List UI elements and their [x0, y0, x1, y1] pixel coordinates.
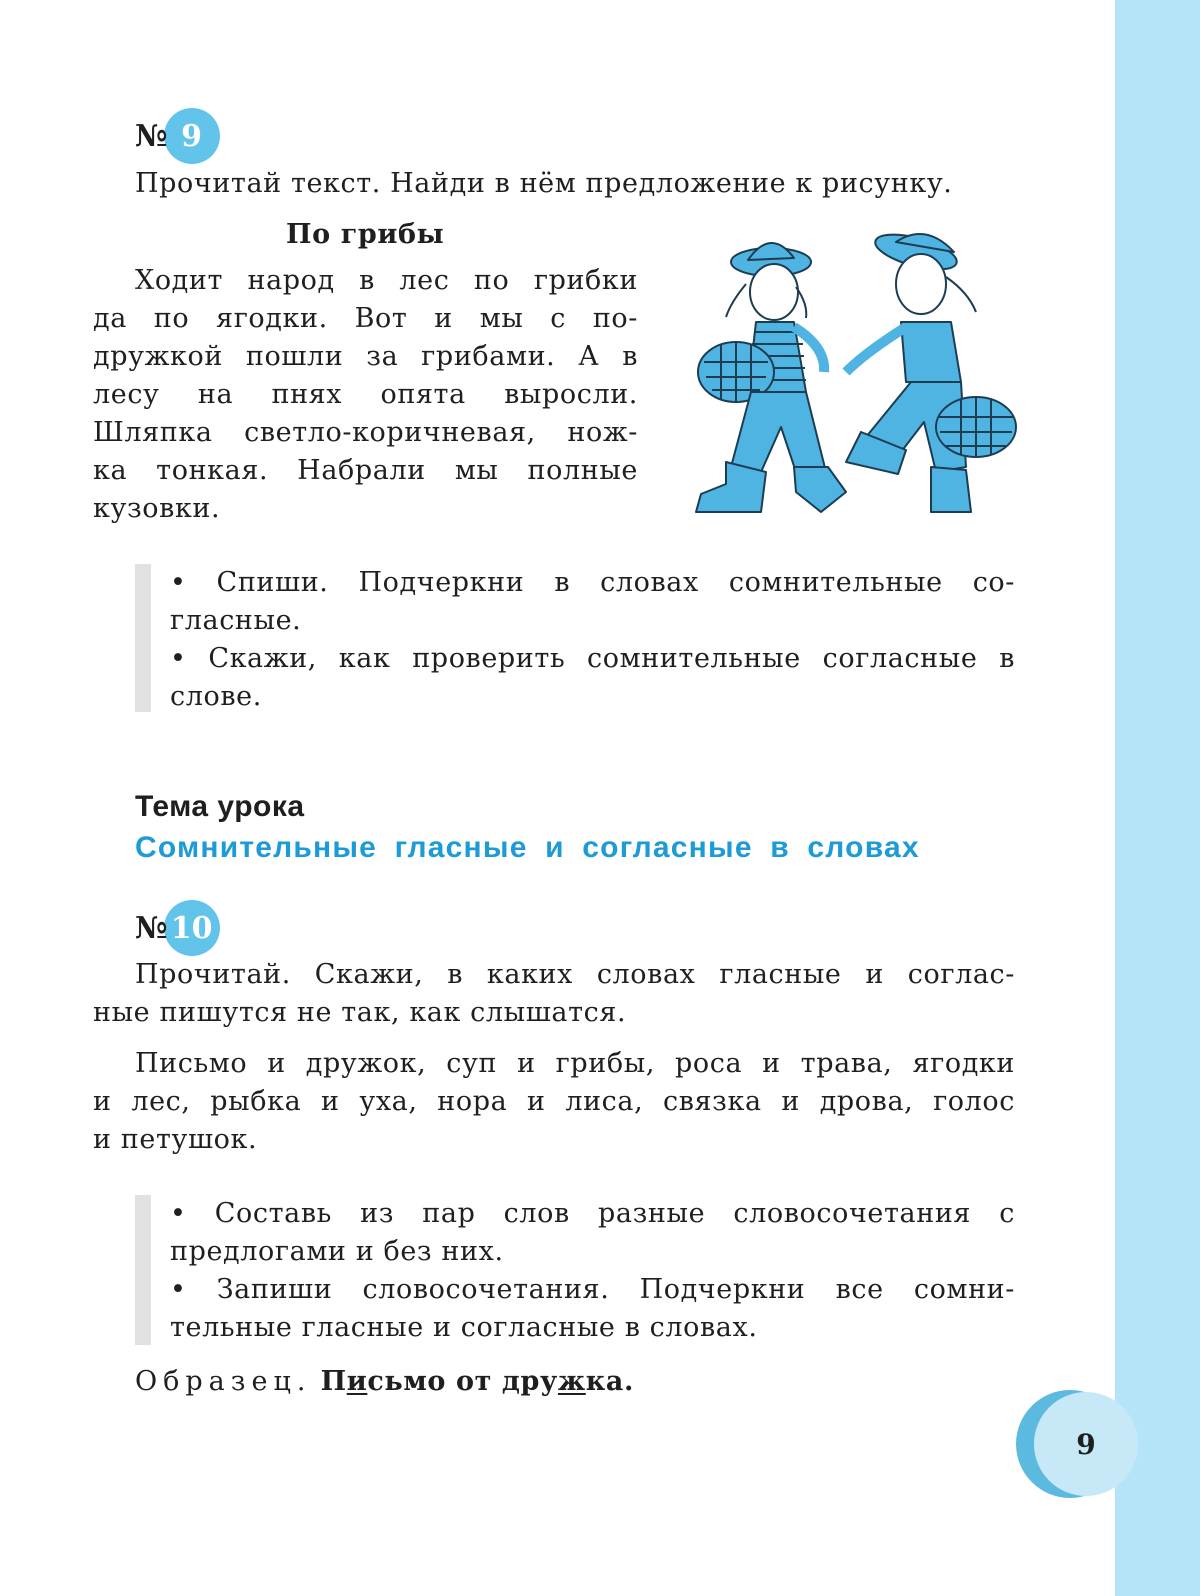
instruction-line: ные пишутся не так, как слышатся. — [93, 997, 627, 1028]
question-line: • Спиши. Подчеркни в словах сомнительные со- — [170, 567, 1015, 598]
example-phrase — [321, 1366, 634, 1397]
number-sign: № — [135, 118, 168, 154]
word-pairs-line: и лес, рыбка и уха, нора и лиса, связка и дрова, голос — [93, 1086, 1015, 1117]
task-bar — [135, 564, 151, 712]
word-pairs-text — [93, 1045, 1015, 1159]
task-10-number — [135, 900, 220, 956]
question-line: гласные. — [170, 605, 302, 636]
question-line: слове. — [170, 681, 262, 712]
task-9-instruction: Прочитай текст. Найди в нём предложение к рисунку. — [135, 168, 953, 199]
story-line: ка тонкая. Набрали мы полные — [93, 455, 638, 486]
question-line: предлогами и без них. — [170, 1236, 504, 1267]
task-number-badge: 10 — [164, 900, 220, 956]
example-part: П — [320, 1366, 347, 1397]
example-line — [135, 1363, 634, 1401]
topic-title: Сомнительные гласные и согласные в словах — [135, 831, 920, 864]
task-bar — [135, 1195, 151, 1345]
page-number: 9 — [1034, 1392, 1138, 1496]
topic-label: Тема урока — [135, 790, 305, 823]
word-pairs-line: и петушок. — [93, 1124, 258, 1155]
example-part: ка. — [585, 1366, 634, 1397]
girls-with-baskets-illustration — [676, 222, 1021, 532]
example-label: Образец. — [135, 1366, 312, 1397]
task-number-badge: 9 — [164, 108, 220, 164]
example-underlined-letter: ж — [557, 1366, 586, 1397]
task-10-questions — [170, 1195, 1015, 1347]
story-line: дружкой пошли за грибами. А в — [93, 341, 638, 372]
story-line: лесу на пнях опята выросли. — [93, 379, 638, 410]
task-9-number — [135, 108, 220, 164]
question-line: • Составь из пар слов разные словосочетания с — [170, 1198, 1015, 1229]
page-side-band — [1115, 0, 1200, 1596]
story-line: да по ягодки. Вот и мы с по- — [93, 303, 638, 334]
story-line: Шляпка светло-коричневая, нож- — [93, 417, 638, 448]
instruction-line: Прочитай. Скажи, в каких словах гласные и соглас- — [135, 959, 1015, 990]
word-pairs-line: Письмо и дружок, суп и грибы, роса и трава, ягодки — [135, 1048, 1015, 1079]
story-line: кузовки. — [93, 493, 221, 524]
number-sign: № — [135, 910, 168, 946]
question-line: • Запиши словосочетания. Подчеркни все сомни- — [170, 1274, 1015, 1305]
story-text — [93, 262, 638, 528]
story-line: Ходит народ в лес по грибки — [135, 265, 638, 296]
story-title: По грибы — [286, 219, 445, 250]
question-line: тельные гласные и согласные в словах. — [170, 1312, 758, 1343]
task-10-instruction — [93, 956, 1015, 1032]
example-underlined-letter: и — [346, 1366, 368, 1397]
task-9-questions — [170, 564, 1015, 716]
question-line: • Скажи, как проверить сомнительные согласные в — [170, 643, 1015, 674]
example-part: сьмо от дру — [367, 1366, 558, 1397]
